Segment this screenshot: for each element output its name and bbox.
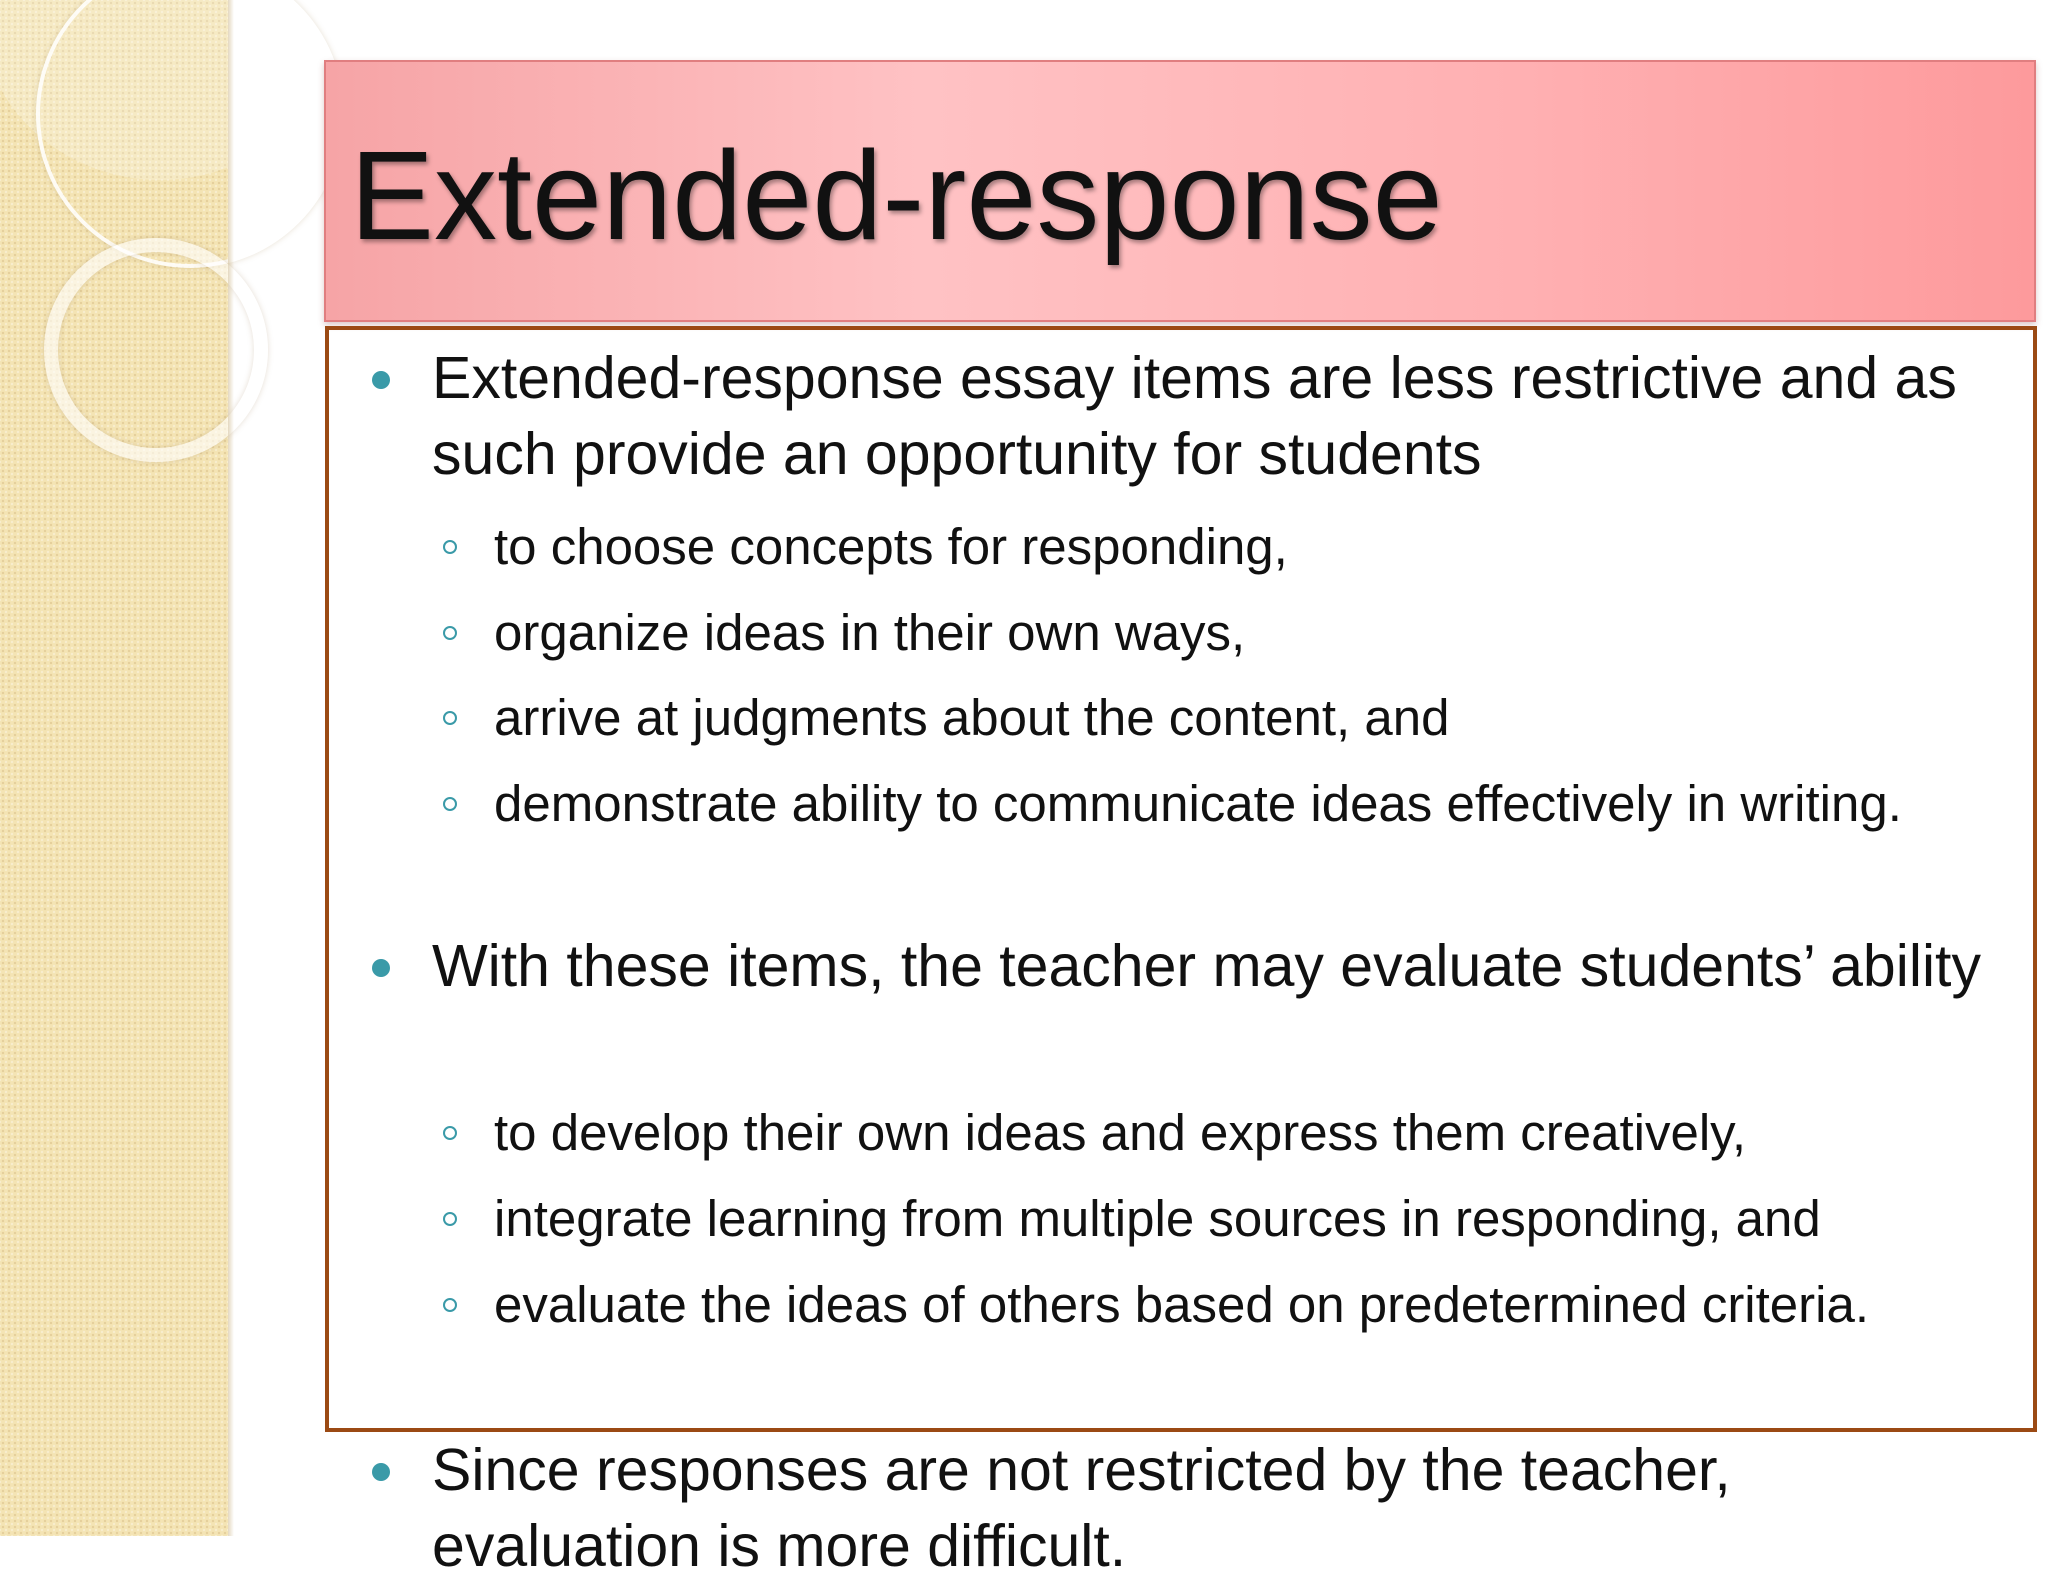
sub-bullet-circle-icon	[443, 711, 457, 725]
bullet-item: With these items, the teacher may evaluate students’ ability	[432, 933, 1981, 999]
bullet-dot-icon	[372, 1463, 390, 1481]
sub-bullet-circle-icon	[443, 1126, 457, 1140]
sub-bullet-circle-icon	[443, 1212, 457, 1226]
sub-bullet-item: organize ideas in their own ways,	[494, 604, 1246, 661]
bullet-dot-icon	[372, 959, 390, 977]
sub-bullet-item: to choose concepts for responding,	[494, 518, 1288, 575]
sub-bullet-item: to develop their own ideas and express them creatively,	[494, 1104, 1747, 1161]
bullet-item: Since responses are not restricted by the teacher, evaluation is more difficult.	[432, 1437, 1731, 1579]
slide-title: Extended-response	[350, 125, 1443, 266]
sub-bullet-item: demonstrate ability to communicate ideas effectively in writing.	[494, 775, 1902, 832]
sub-bullet-item: integrate learning from multiple sources in responding, and	[494, 1190, 1821, 1247]
sub-bullet-item: arrive at judgments about the content, and	[494, 689, 1450, 746]
bullet-item: Extended-response essay items are less restrictive and as such provide an opportunity for students	[432, 345, 1957, 487]
sub-bullet-circle-icon	[443, 1298, 457, 1312]
bullet-dot-icon	[372, 371, 390, 389]
sub-bullet-circle-icon	[443, 540, 457, 554]
sub-bullet-circle-icon	[443, 626, 457, 640]
sub-bullet-item: evaluate the ideas of others based on predetermined criteria.	[494, 1276, 1870, 1333]
sub-bullet-circle-icon	[443, 797, 457, 811]
